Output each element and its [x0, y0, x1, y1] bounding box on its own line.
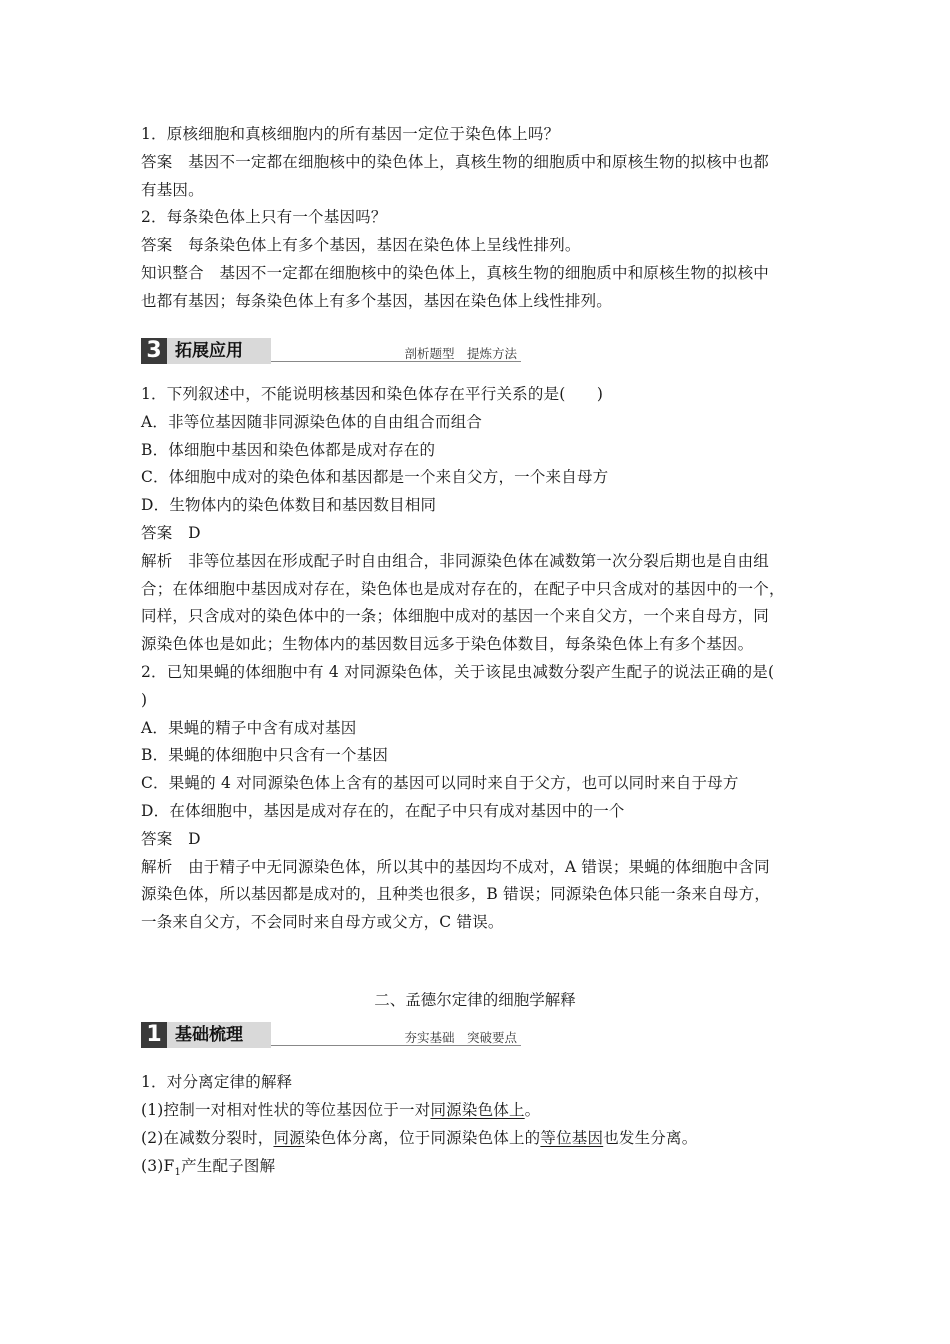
exercise-1-question: 1．下列叙述中，不能说明核基因和染色体存在平行关系的是( ) — [141, 385, 604, 403]
subscript: 1 — [174, 1167, 182, 1179]
exercise-2-explanation-1: 解析 由于精子中无同源染色体，所以其中的基因均不成对，A 错误；果蝇的体细胞中含同 — [141, 858, 770, 876]
exercise-1-explanation-3: 同样，只含成对的染色体中的一条；体细胞中成对的基因一个来自父方，一个来自母方，同 — [141, 607, 770, 625]
fill-blank-answer: 同源染色体上 — [430, 1101, 525, 1119]
exercise-1-option-c: C．体细胞中成对的染色体和基因都是一个来自父方，一个来自母方 — [141, 468, 609, 486]
summary-line-1: 知识整合 基因不一定都在细胞核中的染色体上，真核生物的细胞质中和原核生物的拟核中 — [141, 264, 770, 282]
answer-2: 答案 每条染色体上有多个基因，基因在染色体上呈线性排列。 — [141, 236, 581, 254]
answer-1-line-2: 有基因。 — [141, 181, 204, 199]
exercise-2-explanation-2: 源染色体，所以基因都是成对的，且种类也很多，B 错误；同源染色体只能一条来自母方， — [141, 885, 771, 903]
banner-title: 基础梳理 — [167, 1022, 271, 1048]
section-title: 二、孟德尔定律的细胞学解释 — [374, 991, 576, 1009]
section-banner-extension — [141, 338, 521, 364]
exercise-1-option-a: A．非等位基因随非同源染色体的自由组合而组合 — [141, 413, 483, 431]
exercise-1-explanation-1: 解析 非等位基因在形成配子时自由组合，非同源染色体在减数第一次分裂后期也是自由组 — [141, 552, 770, 570]
text-segment: (1)控制一对相对性状的等位基因位于一对 — [141, 1101, 431, 1119]
banner-number: 1 — [141, 1022, 167, 1048]
exercise-2-explanation-3: 一条来自父方，不会同时来自母方或父方，C 错误。 — [141, 913, 504, 931]
question-2: 2．每条染色体上只有一个基因吗？ — [141, 208, 387, 226]
exercise-2-answer: 答案 D — [141, 830, 201, 848]
text-segment: 。 — [524, 1101, 541, 1119]
exercise-2-question-line-1: 2．已知果蝇的体细胞中有 4 对同源染色体，关于该昆虫减数分裂产生配子的说法正确的是( — [141, 663, 775, 681]
banner-title: 拓展应用 — [167, 338, 271, 364]
basics-point-2 — [141, 1128, 821, 1148]
fill-blank-answer: 同源 — [273, 1129, 305, 1147]
basics-item-1: 1．对分离定律的解释 — [141, 1073, 293, 1091]
exercise-1-answer: 答案 D — [141, 524, 201, 542]
banner-subtitle: 夯实基础 突破要点 — [404, 1030, 517, 1045]
basics-point-3 — [141, 1156, 821, 1183]
text-segment: 染色体分离，位于同源染色体上的 — [304, 1129, 541, 1147]
exercise-2-option-a: A．果蝇的精子中含有成对基因 — [141, 719, 357, 737]
exercise-2-option-c: C．果蝇的 4 对同源染色体上含有的基因可以同时来自于父方，也可以同时来自于母方 — [141, 774, 739, 792]
section-banner-basics — [141, 1022, 521, 1048]
exercise-2-option-b: B．果蝇的体细胞中只含有一个基因 — [141, 746, 389, 764]
exercise-2-option-d: D．在体细胞中，基因是成对存在的，在配子中只有成对基因中的一个 — [141, 802, 625, 820]
basics-point-1 — [141, 1100, 821, 1120]
summary-line-2: 也都有基因；每条染色体上有多个基因，基因在染色体上线性排列。 — [141, 292, 613, 310]
text-segment: (2)在减数分裂时， — [141, 1129, 274, 1147]
exercise-1-explanation-2: 合；在体细胞中基因成对存在，染色体也是成对存在的，在配子中只含成对的基因中的一个， — [141, 580, 785, 598]
text-segment: 也发生分离。 — [603, 1129, 698, 1147]
banner-number: 3 — [141, 338, 167, 364]
banner-subtitle: 剖析题型 提炼方法 — [404, 346, 517, 361]
exercise-2-question-line-2: ) — [141, 691, 148, 709]
exercise-1-option-d: D．生物体内的染色体数目和基因数目相同 — [141, 496, 437, 514]
exercise-1-option-b: B．体细胞中基因和染色体都是成对存在的 — [141, 441, 436, 459]
question-1: 1．原核细胞和真核细胞内的所有基因一定位于染色体上吗？ — [141, 125, 560, 143]
text-segment: 产生配子图解 — [181, 1157, 276, 1175]
fill-blank-answer: 等位基因 — [540, 1129, 604, 1147]
text-segment: (3)F — [141, 1157, 175, 1175]
exercise-1-explanation-4: 源染色体也是如此；生物体内的基因数目远多于染色体数目，每条染色体上有多个基因。 — [141, 635, 754, 653]
answer-1-line-1: 答案 基因不一定都在细胞核中的染色体上，真核生物的细胞质中和原核生物的拟核中也都 — [141, 153, 770, 171]
